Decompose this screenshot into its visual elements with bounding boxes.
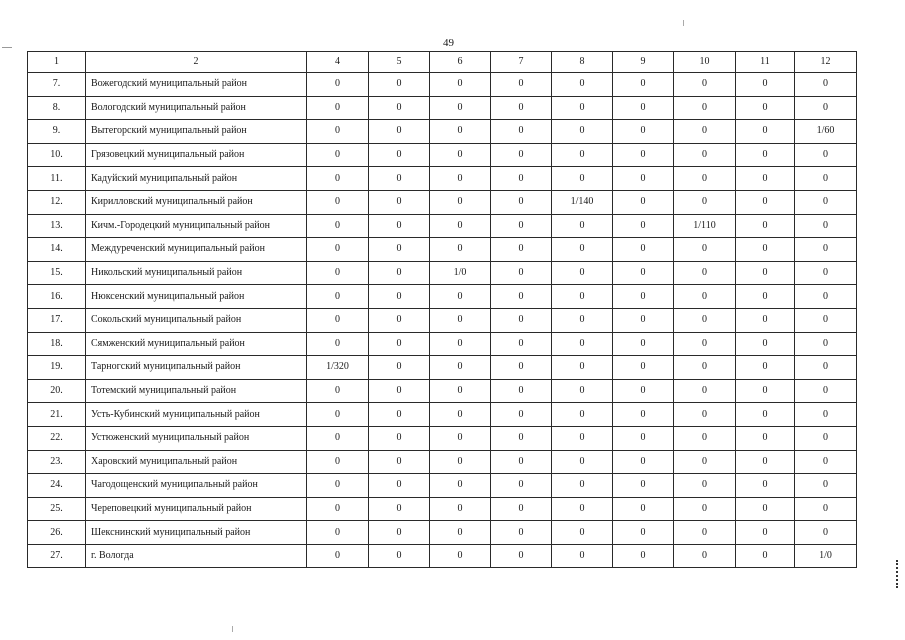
- value-cell: 0: [491, 190, 552, 214]
- value-cell: 0: [307, 167, 369, 191]
- value-cell: 0: [369, 474, 430, 498]
- value-cell: 0: [491, 120, 552, 144]
- district-name: Кирилловский муниципальный район: [86, 190, 307, 214]
- value-cell: 0: [307, 497, 369, 521]
- value-cell: 0: [369, 308, 430, 332]
- value-cell: 0: [491, 238, 552, 262]
- value-cell: 0: [552, 497, 613, 521]
- column-header: 6: [430, 52, 491, 73]
- value-cell: 0: [613, 356, 674, 380]
- value-cell: 0: [430, 190, 491, 214]
- value-cell: 0: [491, 403, 552, 427]
- column-header: 1: [28, 52, 86, 73]
- value-cell: 0: [369, 214, 430, 238]
- row-number: 11.: [28, 167, 86, 191]
- value-cell: 0: [674, 450, 736, 474]
- value-cell: 0: [491, 96, 552, 120]
- value-cell: 0: [491, 497, 552, 521]
- value-cell: 0: [552, 521, 613, 545]
- value-cell: 0: [736, 143, 795, 167]
- column-header: 10: [674, 52, 736, 73]
- value-cell: 0: [613, 214, 674, 238]
- value-cell: 0: [430, 403, 491, 427]
- value-cell: 0: [552, 285, 613, 309]
- value-cell: 0: [307, 379, 369, 403]
- row-number: 24.: [28, 474, 86, 498]
- row-number: 22.: [28, 426, 86, 450]
- value-cell: 0: [613, 379, 674, 403]
- value-cell: 0: [674, 497, 736, 521]
- value-cell: 0: [369, 96, 430, 120]
- value-cell: 0: [795, 96, 857, 120]
- value-cell: 0: [307, 214, 369, 238]
- value-cell: 0: [491, 285, 552, 309]
- row-number: 19.: [28, 356, 86, 380]
- district-name: Чагодощенский муниципальный район: [86, 474, 307, 498]
- column-header: 9: [613, 52, 674, 73]
- value-cell: 0: [369, 356, 430, 380]
- table-row: [28, 403, 857, 427]
- value-cell: 0: [491, 308, 552, 332]
- table-row: [28, 261, 857, 285]
- value-cell: 0: [307, 403, 369, 427]
- value-cell: 0: [736, 285, 795, 309]
- value-cell: 0: [369, 167, 430, 191]
- value-cell: 0: [552, 426, 613, 450]
- value-cell: 0: [552, 332, 613, 356]
- district-name: Междуреченский муниципальный район: [86, 238, 307, 262]
- value-cell: 0: [307, 474, 369, 498]
- value-cell: 0: [491, 544, 552, 568]
- statistics-table: [27, 51, 857, 568]
- column-header: 8: [552, 52, 613, 73]
- value-cell: 0: [430, 167, 491, 191]
- value-cell: 0: [307, 450, 369, 474]
- value-cell: 0: [674, 238, 736, 262]
- value-cell: 0: [795, 403, 857, 427]
- value-cell: 0: [491, 332, 552, 356]
- district-name: Вологодский муниципальный район: [86, 96, 307, 120]
- value-cell: 0: [674, 143, 736, 167]
- district-name: Никольский муниципальный район: [86, 261, 307, 285]
- district-name: г. Вологда: [86, 544, 307, 568]
- value-cell: 0: [552, 238, 613, 262]
- value-cell: 0: [736, 521, 795, 545]
- value-cell: 0: [369, 261, 430, 285]
- value-cell: 0: [369, 332, 430, 356]
- value-cell: 0: [307, 120, 369, 144]
- value-cell: 0: [674, 379, 736, 403]
- value-cell: 0: [369, 497, 430, 521]
- value-cell: 0: [552, 143, 613, 167]
- value-cell: 0: [430, 497, 491, 521]
- value-cell: 0: [430, 143, 491, 167]
- scan-speck: [232, 626, 233, 632]
- value-cell: 0: [795, 285, 857, 309]
- value-cell: 0: [552, 261, 613, 285]
- value-cell: 0: [552, 379, 613, 403]
- value-cell: 0: [674, 426, 736, 450]
- row-number: 20.: [28, 379, 86, 403]
- value-cell: 0: [795, 73, 857, 97]
- value-cell: 0: [491, 143, 552, 167]
- table-row: [28, 285, 857, 309]
- value-cell: 0: [736, 474, 795, 498]
- value-cell: 0: [369, 544, 430, 568]
- value-cell: 0: [736, 332, 795, 356]
- value-cell: 0: [674, 544, 736, 568]
- column-header: 7: [491, 52, 552, 73]
- value-cell: 0: [552, 120, 613, 144]
- table-header-row: [28, 52, 857, 73]
- value-cell: 1/60: [795, 120, 857, 144]
- row-number: 9.: [28, 120, 86, 144]
- value-cell: 0: [674, 261, 736, 285]
- value-cell: 0: [795, 308, 857, 332]
- table-row: [28, 544, 857, 568]
- district-name: Шекснинский муниципальный район: [86, 521, 307, 545]
- value-cell: 0: [369, 190, 430, 214]
- table-row: [28, 497, 857, 521]
- value-cell: 0: [674, 285, 736, 309]
- value-cell: 1/0: [795, 544, 857, 568]
- value-cell: 0: [613, 120, 674, 144]
- row-number: 13.: [28, 214, 86, 238]
- value-cell: 0: [674, 356, 736, 380]
- value-cell: 0: [674, 120, 736, 144]
- value-cell: 0: [674, 332, 736, 356]
- table-row: [28, 450, 857, 474]
- value-cell: 0: [736, 379, 795, 403]
- value-cell: 0: [430, 120, 491, 144]
- table-row: [28, 214, 857, 238]
- value-cell: 0: [795, 167, 857, 191]
- value-cell: 1/140: [552, 190, 613, 214]
- table-row: [28, 356, 857, 380]
- value-cell: 0: [795, 474, 857, 498]
- table-row: [28, 238, 857, 262]
- value-cell: 0: [736, 73, 795, 97]
- table-row: [28, 474, 857, 498]
- table-row: [28, 120, 857, 144]
- value-cell: 0: [552, 450, 613, 474]
- value-cell: 0: [307, 143, 369, 167]
- value-cell: 0: [674, 96, 736, 120]
- value-cell: 0: [552, 214, 613, 238]
- value-cell: 0: [491, 450, 552, 474]
- district-name: Устюженский муниципальный район: [86, 426, 307, 450]
- value-cell: 0: [307, 261, 369, 285]
- value-cell: 0: [369, 379, 430, 403]
- value-cell: 0: [430, 450, 491, 474]
- value-cell: 0: [552, 96, 613, 120]
- table-row: [28, 167, 857, 191]
- district-name: Сямженский муниципальный район: [86, 332, 307, 356]
- value-cell: 0: [430, 214, 491, 238]
- value-cell: 0: [430, 285, 491, 309]
- value-cell: 0: [613, 167, 674, 191]
- column-header: 2: [86, 52, 307, 73]
- district-name: Харовский муниципальный район: [86, 450, 307, 474]
- value-cell: 0: [307, 426, 369, 450]
- row-number: 18.: [28, 332, 86, 356]
- value-cell: 0: [491, 379, 552, 403]
- value-cell: 0: [430, 544, 491, 568]
- value-cell: 0: [552, 403, 613, 427]
- value-cell: 0: [674, 521, 736, 545]
- row-number: 14.: [28, 238, 86, 262]
- row-number: 10.: [28, 143, 86, 167]
- value-cell: 0: [736, 497, 795, 521]
- row-number: 12.: [28, 190, 86, 214]
- table-row: [28, 332, 857, 356]
- value-cell: 0: [307, 96, 369, 120]
- column-header: 11: [736, 52, 795, 73]
- value-cell: 0: [613, 261, 674, 285]
- value-cell: 0: [736, 214, 795, 238]
- value-cell: 0: [369, 403, 430, 427]
- value-cell: 0: [552, 544, 613, 568]
- district-name: Вожегодский муниципальный район: [86, 73, 307, 97]
- value-cell: 0: [613, 190, 674, 214]
- value-cell: 0: [736, 238, 795, 262]
- row-number: 27.: [28, 544, 86, 568]
- column-header: 12: [795, 52, 857, 73]
- value-cell: 0: [736, 403, 795, 427]
- value-cell: 0: [795, 426, 857, 450]
- value-cell: 0: [674, 73, 736, 97]
- value-cell: 0: [552, 356, 613, 380]
- value-cell: 1/0: [430, 261, 491, 285]
- value-cell: 0: [369, 238, 430, 262]
- district-name: Кадуйский муниципальный район: [86, 167, 307, 191]
- value-cell: 0: [795, 521, 857, 545]
- value-cell: 0: [736, 96, 795, 120]
- value-cell: 0: [613, 73, 674, 97]
- value-cell: 0: [307, 521, 369, 545]
- value-cell: 0: [491, 356, 552, 380]
- row-number: 26.: [28, 521, 86, 545]
- value-cell: 0: [795, 450, 857, 474]
- value-cell: 0: [736, 426, 795, 450]
- district-name: Усть-Кубинский муниципальный район: [86, 403, 307, 427]
- value-cell: 0: [430, 332, 491, 356]
- scan-speck: [683, 20, 684, 26]
- district-name: Сокольский муниципальный район: [86, 308, 307, 332]
- value-cell: 0: [552, 167, 613, 191]
- table-row: [28, 73, 857, 97]
- table-row: [28, 96, 857, 120]
- value-cell: 1/110: [674, 214, 736, 238]
- value-cell: 0: [369, 426, 430, 450]
- value-cell: 0: [795, 261, 857, 285]
- district-name: Череповецкий муниципальный район: [86, 497, 307, 521]
- value-cell: 0: [736, 190, 795, 214]
- row-number: 16.: [28, 285, 86, 309]
- district-name: Вытегорский муниципальный район: [86, 120, 307, 144]
- scan-mark-right: [896, 560, 901, 588]
- row-number: 21.: [28, 403, 86, 427]
- value-cell: 0: [736, 544, 795, 568]
- value-cell: 0: [613, 426, 674, 450]
- value-cell: 0: [674, 403, 736, 427]
- value-cell: 0: [613, 450, 674, 474]
- value-cell: 0: [736, 356, 795, 380]
- value-cell: 0: [674, 190, 736, 214]
- district-name: Кичм.-Городецкий муниципальный район: [86, 214, 307, 238]
- value-cell: 0: [613, 521, 674, 545]
- value-cell: 0: [369, 285, 430, 309]
- column-header: 5: [369, 52, 430, 73]
- value-cell: 0: [552, 474, 613, 498]
- value-cell: 0: [369, 120, 430, 144]
- row-number: 25.: [28, 497, 86, 521]
- value-cell: 0: [491, 73, 552, 97]
- value-cell: 0: [430, 238, 491, 262]
- value-cell: 0: [795, 356, 857, 380]
- value-cell: 0: [491, 426, 552, 450]
- value-cell: 0: [369, 143, 430, 167]
- value-cell: 0: [613, 544, 674, 568]
- table-row: [28, 379, 857, 403]
- value-cell: 0: [613, 474, 674, 498]
- value-cell: 0: [430, 521, 491, 545]
- value-cell: 0: [430, 96, 491, 120]
- value-cell: 0: [307, 73, 369, 97]
- value-cell: 0: [795, 190, 857, 214]
- value-cell: 0: [613, 308, 674, 332]
- value-cell: 0: [613, 143, 674, 167]
- district-name: Грязовецкий муниципальный район: [86, 143, 307, 167]
- value-cell: 0: [613, 497, 674, 521]
- value-cell: 0: [795, 143, 857, 167]
- value-cell: 0: [613, 403, 674, 427]
- value-cell: 1/320: [307, 356, 369, 380]
- table-row: [28, 143, 857, 167]
- value-cell: 0: [307, 285, 369, 309]
- value-cell: 0: [369, 521, 430, 545]
- value-cell: 0: [307, 544, 369, 568]
- value-cell: 0: [552, 308, 613, 332]
- value-cell: 0: [307, 308, 369, 332]
- value-cell: 0: [736, 261, 795, 285]
- value-cell: 0: [369, 450, 430, 474]
- value-cell: 0: [430, 308, 491, 332]
- value-cell: 0: [674, 167, 736, 191]
- value-cell: 0: [795, 238, 857, 262]
- value-cell: 0: [552, 73, 613, 97]
- table-row: [28, 190, 857, 214]
- value-cell: 0: [307, 332, 369, 356]
- value-cell: 0: [795, 497, 857, 521]
- district-name: Нюксенский муниципальный район: [86, 285, 307, 309]
- value-cell: 0: [613, 332, 674, 356]
- value-cell: 0: [491, 521, 552, 545]
- value-cell: 0: [795, 379, 857, 403]
- row-number: 15.: [28, 261, 86, 285]
- value-cell: 0: [491, 167, 552, 191]
- value-cell: 0: [674, 474, 736, 498]
- value-cell: 0: [430, 474, 491, 498]
- value-cell: 0: [491, 474, 552, 498]
- value-cell: 0: [736, 308, 795, 332]
- value-cell: 0: [736, 167, 795, 191]
- value-cell: 0: [736, 120, 795, 144]
- value-cell: 0: [307, 238, 369, 262]
- value-cell: 0: [491, 214, 552, 238]
- value-cell: 0: [307, 190, 369, 214]
- value-cell: 0: [795, 332, 857, 356]
- value-cell: 0: [613, 238, 674, 262]
- value-cell: 0: [613, 96, 674, 120]
- value-cell: 0: [736, 450, 795, 474]
- page-number: 49: [443, 37, 454, 49]
- row-number: 7.: [28, 73, 86, 97]
- table-body: [28, 73, 857, 568]
- row-number: 8.: [28, 96, 86, 120]
- table-row: [28, 521, 857, 545]
- value-cell: 0: [613, 285, 674, 309]
- table-row: [28, 308, 857, 332]
- value-cell: 0: [430, 379, 491, 403]
- value-cell: 0: [674, 308, 736, 332]
- row-number: 23.: [28, 450, 86, 474]
- column-header: 4: [307, 52, 369, 73]
- value-cell: 0: [369, 73, 430, 97]
- value-cell: 0: [430, 73, 491, 97]
- district-name: Тотемский муниципальный район: [86, 379, 307, 403]
- value-cell: 0: [430, 356, 491, 380]
- value-cell: 0: [795, 214, 857, 238]
- value-cell: 0: [430, 426, 491, 450]
- scan-mark-left: [2, 47, 12, 48]
- value-cell: 0: [491, 261, 552, 285]
- district-name: Тарногский муниципальный район: [86, 356, 307, 380]
- row-number: 17.: [28, 308, 86, 332]
- table-row: [28, 426, 857, 450]
